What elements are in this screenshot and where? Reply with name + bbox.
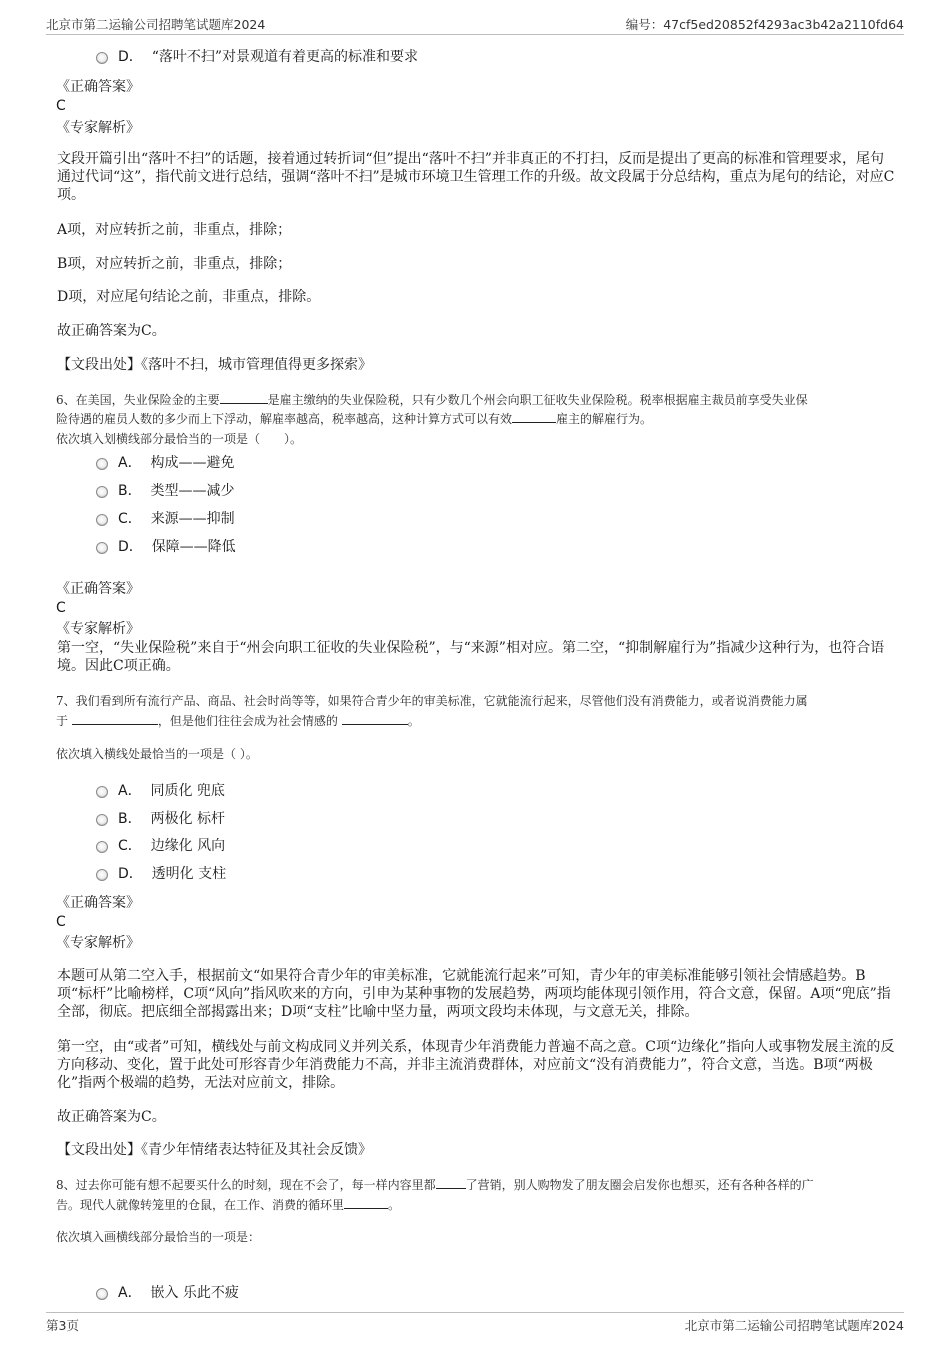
fill-blank <box>342 712 408 725</box>
question-stem: 告。现代人就像转笼里的仓鼠，在工作、消费的循环里 。 <box>56 1198 401 1212</box>
analysis-paragraph: 文段开篇引出“落叶不扫”的话题，接着通过转折词“但”提出“落叶不扫”并非真正的不打扫，反而是提出了更高的标准和管理要求，尾句通过代词“这”，指代前文进行总结，强调“落叶不扫”是城市环境卫生管理工作的升级。故文段属于分总结构，重点为尾句的结论，对应C项。 <box>57 151 895 203</box>
document-page: 北京市第二运输公司招聘笔试题库2024 编号：47cf5ed20852f4293ac3b42a2110fd64 D． “落叶不扫”对景观道有着更高的标准和要求 《正确答案》 C 《专家解析》 文段开篇引出“落叶不扫”的话题，接着通过转折词“但”提出“落叶不扫”并非真正的不打扫，反而是提出了更高的标准和管理要求，尾句通过代词“这”，指代前文进行总结，强调“落叶不扫”是城市环境卫生管理工作的升级。故文段属于分总结构，重点为尾句的结论，对应C项。 A项，对应转折之前，非重点，排除； B项，对应转折之前，非重点，排除； D项，对应尾句结论之前，非重点，排除。 故正确答案为C。 【文段出处】《落叶不扫，城市管理值得更多探索》 6、在美国，失业保险金的主要 是雇主缴纳的失业保险税，只有少数几个州会向职工征收失业保险税。税率根据雇主裁员前享受失业保 险待遇的雇员人数的多少而上下浮动，解雇率越高，税率越高，这种计算方式可以有效 雇主的解雇行为。 依次填入划横线部分最恰当的一项是（ ）。 A． 构成——避免 B． 类型——减少 C． 来源——抑制 D． 保障——降低 《正确答案》 C 《专家解析》 第一空，“失业保险税”来自于“州会向职工征收的失业保险税”，与“来源”相对应。第二空，“抑制解雇行为”指减少这种行为，也符合语境。因此C项正确。 7、我们看到所有流行产品、商品、社会时尚等等，如果符合青少年的审美标准，它就能流行起来，尽管他们没有消费能力，或者说消费能力属 于 ，但是他们往往会成为社会情感的 。 依次填入横线处最恰当的一项是（ ）。 A． 同质化 兜底 B． 两极化 标杆 C． 边缘化 风向 D． 透明化 支柱 《正确答案》 C 《专家解析》 本题可从第二空入手，根据前文“如果符合青少年的审美标准，它就能流行起来”可知，青少年的审美标准能够引领社会情感趋势。B项“标杆”比喻榜样，C项“风向”指风吹来的方向，引申为某种事物的发展趋势，两项均能体现引领作用，符合文意，保留。A项“兜底”指全部，彻底。把底细全部揭露出来；D项“支柱”比喻中坚力量，两项文段均未体现，与文意无关，排除。 第一空，由“或者”可知，横线处与前文构成同义并列关系，体现青少年消费能力普遍不高之意。C项“边缘化”指向人或事物发展主流的反方向移动、变化，置于此处可形容青少年消费能力不高，并非主流消费群体，对应前文“没有消费能力”，符合文意，当选。B项“两极化”指两个极端的趋势，无法对应前文，排除。 故正确答案为C。 【文段出处】《青少年情绪表达特征及其社会反馈》 8、过去你可能有想不起要买什么的时刻，现在不会了，每一样内容里都 了营销，别人购物发了朋友圈会启发你也想买，还有各种各样的广 告。现代人就像转笼里的仓鼠，在工作、消费的循环里 。 依次填入画横线部分最恰当的一项是： A． 嵌入 乐此不疲 第3页 北京市第二运输公司招聘笔试题库2024 <box>0 0 950 1345</box>
question-prompt: 依次填入划横线部分最恰当的一项是（ ）。 <box>56 432 303 446</box>
question-stem: 6、在美国，失业保险金的主要 是雇主缴纳的失业保险税，只有少数几个州会向职工征收失业保险税。税率根据雇主裁员前享受失业保 <box>56 393 808 407</box>
question-stem: 8、过去你可能有想不起要买什么的时刻，现在不会了，每一样内容里都 了营销，别人购物发了朋友圈会启发你也想买，还有各种各样的广 <box>56 1178 814 1192</box>
radio-icon[interactable] <box>96 869 108 881</box>
source-citation: 【文段出处】《落叶不扫，城市管理值得更多探索》 <box>57 357 372 373</box>
answer-label: 《正确答案》 <box>56 895 140 911</box>
fill-blank <box>72 712 158 725</box>
option-letter: D． <box>118 49 143 65</box>
radio-icon[interactable] <box>96 814 108 826</box>
question-stem: 险待遇的雇员人数的多少而上下浮动，解雇率越高，税率越高，这种计算方式可以有效 雇主的解雇行为。 <box>56 412 653 426</box>
answer-label: 《正确答案》 <box>56 581 140 597</box>
fill-blank <box>220 391 268 404</box>
header-serial: 编号：47cf5ed20852f4293ac3b42a2110fd64 <box>625 17 904 32</box>
radio-icon[interactable] <box>96 52 108 64</box>
radio-icon[interactable] <box>96 841 108 853</box>
radio-icon[interactable] <box>96 514 108 526</box>
answer-value: C <box>56 98 66 114</box>
question-prompt: 依次填入横线处最恰当的一项是（ ）。 <box>56 747 258 761</box>
analysis-paragraph: 第一空，由“或者”可知，横线处与前文构成同义并列关系，体现青少年消费能力普遍不高之意。C项“边缘化”指向人或事物发展主流的反方向移动、变化，置于此处可形容青少年消费能力不高，并非主流消费群体，对应前文“没有消费能力”，符合文意，当选。B项“两极化”指两个极端的趋势，无法对应前文，排除。 <box>57 1039 895 1091</box>
analysis-paragraph: 故正确答案为C。 <box>57 323 166 339</box>
page-number: 第3页 <box>46 1318 79 1333</box>
analysis-label: 《专家解析》 <box>56 935 140 951</box>
fill-blank <box>512 410 556 423</box>
analysis-label: 《专家解析》 <box>56 120 140 136</box>
analysis-paragraph: A项，对应转折之前，非重点，排除； <box>57 222 292 238</box>
radio-icon[interactable] <box>96 458 108 470</box>
analysis-paragraph: 本题可从第二空入手，根据前文“如果符合青少年的审美标准，它就能流行起来”可知，青少年的审美标准能够引领社会情感趋势。B项“标杆”比喻榜样，C项“风向”指风吹来的方向，引申为某种事物的发展趋势，两项均能体现引领作用，符合文意，保留。A项“兜底”指全部，彻底。把底细全部揭露出来；D项“支柱”比喻中坚力量，两项文段均未体现，与文意无关，排除。 <box>57 968 891 1020</box>
radio-icon[interactable] <box>96 786 108 798</box>
page-footer <box>46 1312 904 1335</box>
footer-title: 北京市第二运输公司招聘笔试题库2024 <box>684 1318 904 1333</box>
question-prompt: 依次填入画横线部分最恰当的一项是： <box>56 1230 261 1244</box>
question-stem: 于 ，但是他们往往会成为社会情感的 。 <box>56 714 420 728</box>
analysis-paragraph: D项，对应尾句结论之前，非重点，排除。 <box>57 289 321 305</box>
option-text: “落叶不扫”对景观道有着更高的标准和要求 <box>151 49 419 65</box>
analysis-paragraph: 第一空，“失业保险税”来自于“州会向职工征收的失业保险税”，与“来源”相对应。第二空，“抑制解雇行为”指减少这种行为，也符合语境。因此C项正确。 <box>57 640 885 674</box>
answer-label: 《正确答案》 <box>56 79 140 95</box>
header-title: 北京市第二运输公司招聘笔试题库2024 <box>46 17 266 32</box>
analysis-paragraph: 故正确答案为C。 <box>57 1109 166 1125</box>
radio-icon[interactable] <box>96 486 108 498</box>
page-header <box>46 12 904 35</box>
fill-blank <box>344 1196 388 1209</box>
fill-blank <box>436 1176 466 1189</box>
analysis-label: 《专家解析》 <box>56 621 140 637</box>
source-citation: 【文段出处】《青少年情绪表达特征及其社会反馈》 <box>57 1142 372 1158</box>
question-stem: 7、我们看到所有流行产品、商品、社会时尚等等，如果符合青少年的审美标准，它就能流行起来，尽管他们没有消费能力，或者说消费能力属 <box>56 694 808 708</box>
analysis-paragraph: B项，对应转折之前，非重点，排除； <box>57 256 292 272</box>
answer-value: C <box>56 914 66 930</box>
answer-value: C <box>56 600 66 616</box>
radio-icon[interactable] <box>96 1288 108 1300</box>
radio-icon[interactable] <box>96 542 108 554</box>
